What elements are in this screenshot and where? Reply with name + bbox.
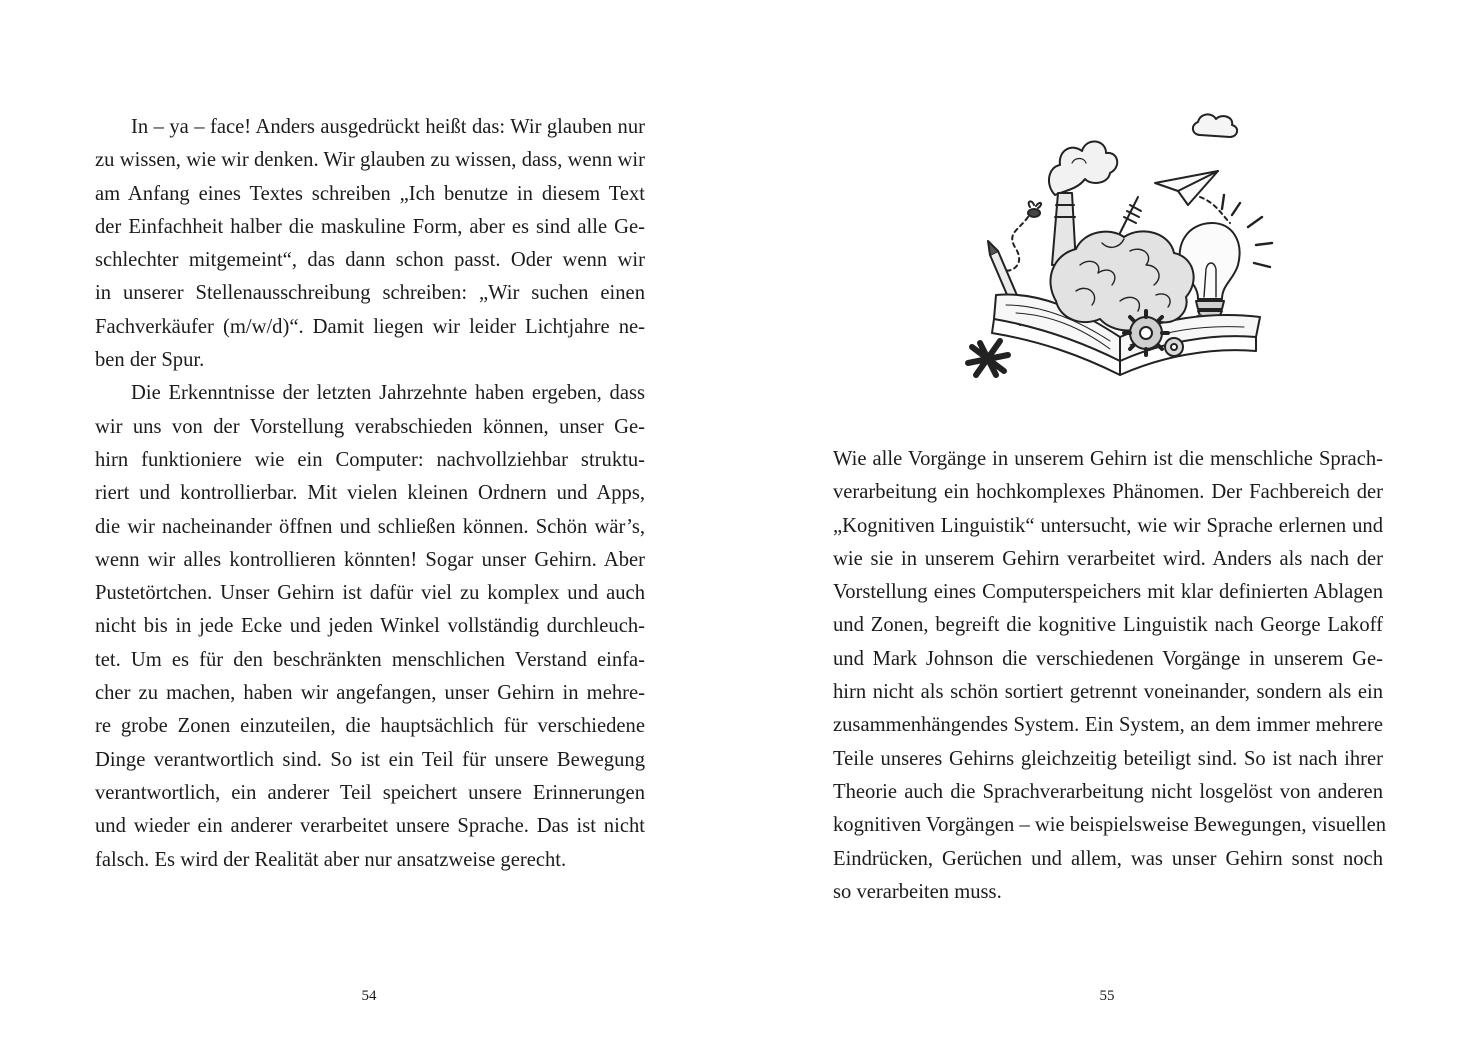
text-line: Wie alle Vorgänge in unserem Gehirn ist die menschliche Sprach- bbox=[833, 448, 1383, 470]
brain-book-lightbulb-illustration bbox=[960, 105, 1300, 390]
text-line: wir uns von der Vorstellung verabschieden können, unser Ge- bbox=[95, 415, 645, 438]
left-text-block bbox=[95, 111, 645, 877]
text-line: hirn nicht als schön sortiert getrennt voneinander, sondern als ein bbox=[833, 681, 1383, 704]
paper-plane-icon bbox=[1155, 171, 1230, 223]
text-line: zusammenhängendes System. Ein System, an dem immer mehrere bbox=[833, 714, 1383, 737]
text-line: in unserer Stellenausschreibung schreiben: „Wir suchen einen bbox=[95, 282, 645, 305]
text-line: nicht bis in jede Ecke und jeden Winkel vollständig durchleuch- bbox=[95, 615, 645, 638]
paragraph bbox=[833, 443, 1387, 909]
text-line: zu wissen, wie wir denken. Wir glauben zu wissen, dass, wenn wir bbox=[95, 149, 645, 172]
text-line: wie sie in unserem Gehirn verarbeitet wird. Anders als nach der bbox=[833, 547, 1383, 570]
right-text-block bbox=[833, 443, 1387, 909]
text-line: wenn wir alles kontrollieren könnten! Sogar unser Gehirn. Aber bbox=[95, 548, 645, 571]
text-line: Dinge verantwortlich sind. So ist ein Teil für unsere Bewegung bbox=[95, 748, 645, 771]
text-line: ben der Spur. bbox=[95, 349, 205, 372]
text-line: hirn funktioniere wie ein Computer: nachvollziehbar struktu- bbox=[95, 448, 645, 471]
text-line: In – ya – face! Anders ausgedrückt heißt das: Wir glauben nur bbox=[131, 116, 645, 138]
text-line: und Zonen, begreift die kognitive Linguistik nach George Lakoff bbox=[833, 614, 1383, 637]
paragraph bbox=[95, 377, 645, 876]
text-line: verarbeitung ein hochkomplexes Phänomen. Der Fachbereich der bbox=[833, 481, 1383, 504]
page-number: 55 bbox=[1099, 988, 1115, 1004]
text-line: riert und kontrollierbar. Mit vielen kleinen Ordnern und Apps, bbox=[95, 482, 645, 505]
text-line: Vorstellung eines Computerspeichers mit klar definierten Ablagen bbox=[833, 581, 1383, 604]
text-line: Teile unseres Gehirns gleichzeitig beteiligt sind. So ist nach ihrer bbox=[833, 747, 1383, 770]
text-line: kognitiven Vorgängen – wie beispielsweise Bewegungen, visuellen bbox=[833, 814, 1387, 837]
page-number: 54 bbox=[361, 988, 377, 1004]
text-line: falsch. Es wird der Realität aber nur ansatzweise gerecht. bbox=[95, 848, 567, 871]
smoke-cloud-icon bbox=[1049, 141, 1117, 195]
text-line: Die Erkenntnisse der letzten Jahrzehnte haben ergeben, dass bbox=[131, 382, 645, 405]
text-line: und wieder ein anderer verarbeitet unsere Sprache. Das ist nicht bbox=[95, 815, 645, 838]
paragraph bbox=[95, 111, 645, 377]
asterisk-icon bbox=[968, 341, 1008, 375]
text-line: die wir nacheinander öffnen und schließen können. Schön wär’s, bbox=[95, 515, 645, 538]
text-line: Pustetörtchen. Unser Gehirn ist dafür viel zu komplex und auch bbox=[95, 582, 645, 605]
text-line: re grobe Zonen einzuteilen, die hauptsächlich für verschiedene bbox=[95, 715, 645, 738]
text-line: cher zu machen, haben wir angefangen, unser Gehirn in mehre- bbox=[95, 682, 645, 705]
text-line: so verarbeiten muss. bbox=[833, 880, 1002, 903]
text-line: Eindrücken, Gerüchen und allem, was unser Gehirn sonst noch bbox=[833, 847, 1383, 870]
text-line: der Einfachheit halber die maskuline Form, aber es sind alle Ge- bbox=[95, 215, 645, 238]
bee-icon bbox=[1000, 201, 1041, 270]
text-line: „Kognitiven Linguistik“ untersucht, wie wir Sprache erlernen und bbox=[833, 514, 1383, 537]
text-line: verantwortlich, ein anderer Teil speichert unsere Erinnerungen bbox=[95, 781, 645, 804]
text-line: tet. Um es für den beschränkten menschlichen Verstand einfa- bbox=[95, 648, 645, 671]
small-cloud-icon bbox=[1193, 114, 1237, 137]
text-line: Theorie auch die Sprachverarbeitung nicht losgelöst von anderen bbox=[833, 780, 1383, 803]
text-line: und Mark Johnson die verschiedenen Vorgänge in unserem Ge- bbox=[833, 647, 1383, 670]
text-line: am Anfang eines Textes schreiben „Ich benutze in diesem Text bbox=[95, 182, 645, 205]
text-line: schlechter mitgemeint“, das dann schon passt. Oder wenn wir bbox=[95, 249, 645, 272]
right-page bbox=[738, 0, 1476, 1051]
text-line: Fachverkäufer (m/w/d)“. Damit liegen wir leider Lichtjahre ne- bbox=[95, 315, 645, 338]
antenna-icon bbox=[1120, 197, 1141, 233]
